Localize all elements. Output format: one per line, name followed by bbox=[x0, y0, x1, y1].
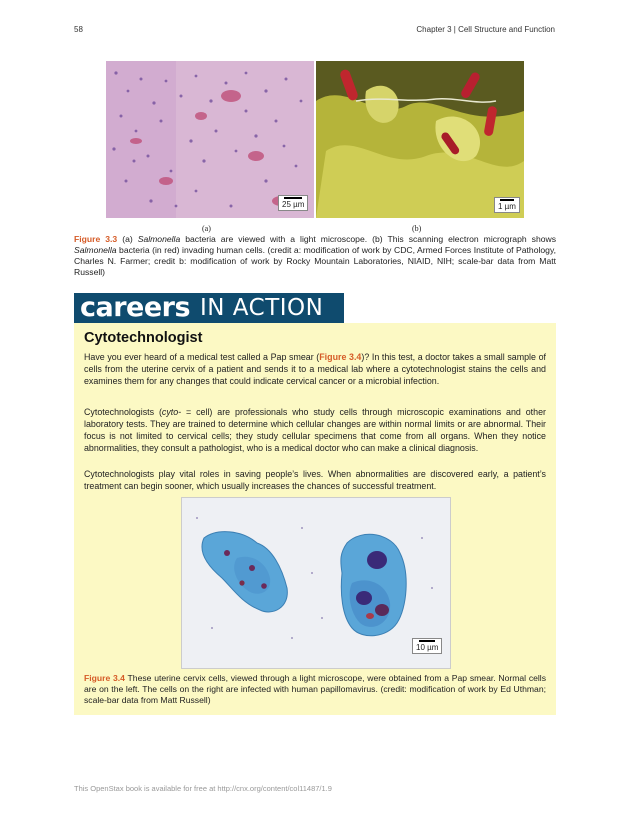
scale-bar-a: 25 µm bbox=[278, 195, 308, 211]
feature-paragraph-1: Have you ever heard of a medical test called a Pap smear (Figure 3.4)? In this test, a doctor takes a small sample of cells from the uterine cervix of a patient and sends it to a medical lab where a cytotechnologist stains the cells and examines them for any changes that could indicate cervical cancer or a microbial infection. bbox=[84, 352, 546, 386]
pap-smear-micrograph bbox=[181, 497, 451, 669]
figure-3-4-label: Figure 3.4 bbox=[84, 673, 125, 683]
page-number: 58 bbox=[74, 25, 83, 34]
careers-in-action-banner bbox=[74, 293, 344, 323]
feature-title: Cytotechnologist bbox=[84, 330, 203, 346]
figure-3-4-link[interactable]: Figure 3.4 bbox=[319, 352, 362, 362]
chapter-header: Chapter 3 | Cell Structure and Function bbox=[416, 25, 555, 34]
figure-3-3-caption: Figure 3.3 (a) Salmonella bacteria are viewed with a light microscope. (b) This scanning electron micrograph shows Salmonella bacteria (in red) invading human cells. (credit a: modification of work by CDC, Armed Forces Institute of Pathology, Charles N. Farmer; credit b: modification of work by Rocky Mountain Laboratories, NIAID, NIH; scale-bar data from Matt Russell) bbox=[74, 234, 557, 277]
panel-label-b: (b) bbox=[412, 224, 422, 233]
banner-careers-text: careers bbox=[80, 293, 191, 323]
salmonella-light-micrograph bbox=[106, 61, 314, 218]
salmonella-sem-micrograph bbox=[316, 61, 524, 218]
feature-paragraph-3: Cytotechnologists play vital roles in saving people’s lives. When abnormalities are discovered early, a patient’s treatment can begin sooner, which usually increases the chances of successful treatment. bbox=[84, 469, 546, 491]
feature-paragraph-2: Cytotechnologists (cyto- = cell) are professionals who study cells through microscopic examinations and other laboratory tests. They are trained to determine which cellular changes are within normal limits or are abnormal. Their focus is not limited to cervical cells; they study cellular specimens that come from all organs. When they notice abnormalities, they consult a pathologist, who is a medical doctor who can make a clinical diagnosis. bbox=[84, 407, 546, 453]
figure-3-4-caption: Figure 3.4 These uterine cervix cells, viewed through a light microscope, were obtained from a Pap smear. Normal cells are on the left. The cells on the right are infected with human papillomavirus. (credit: modification of work by Ed Uthman; scale-bar data from Matt Russell) bbox=[84, 673, 547, 705]
figure-3-3-label: Figure 3.3 bbox=[74, 234, 118, 244]
banner-action-text: IN ACTION bbox=[200, 295, 324, 321]
panel-label-a: (a) bbox=[202, 224, 211, 233]
scale-bar-b: 1 µm bbox=[494, 197, 520, 213]
footer-text: This OpenStax book is available for free at http://cnx.org/content/col11487/1.9 bbox=[74, 784, 332, 793]
scale-bar-c: 10 µm bbox=[412, 638, 442, 654]
